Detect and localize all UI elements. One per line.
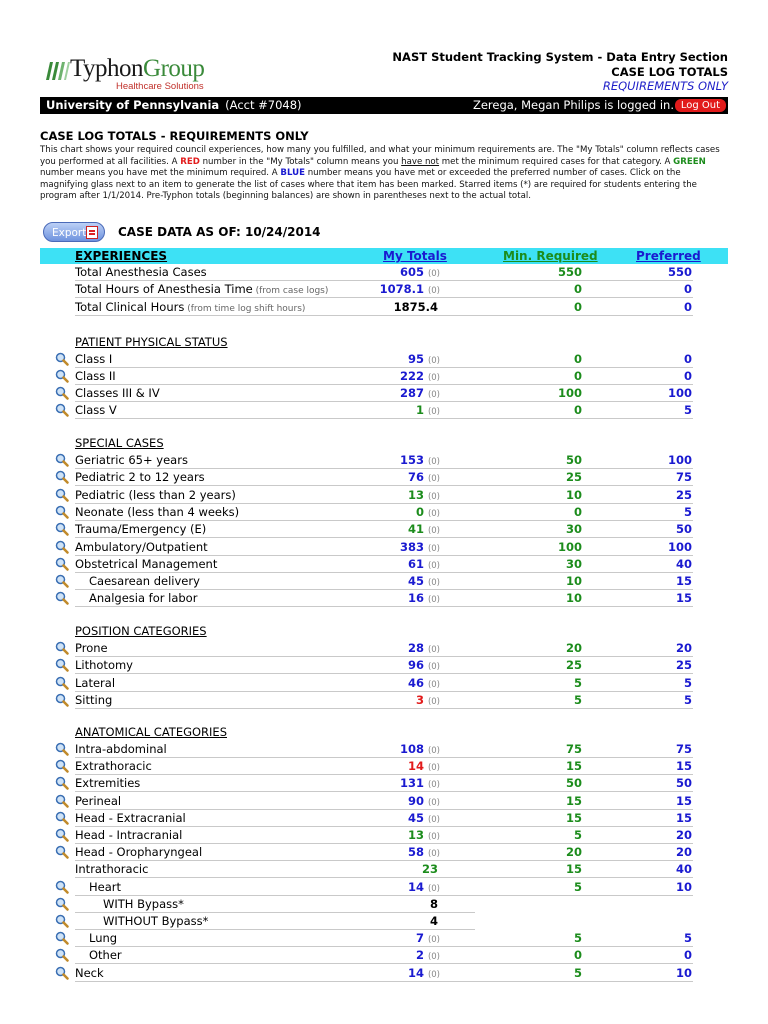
item-label[interactable]: Class V bbox=[75, 403, 117, 418]
pre-typhon-total: (0) bbox=[427, 645, 440, 655]
magnifying-glass-icon[interactable] bbox=[55, 453, 69, 467]
item-label[interactable]: Geriatric 65+ years bbox=[75, 453, 188, 467]
total-number: 90 bbox=[407, 793, 424, 808]
item-label[interactable]: Analgesia for labor bbox=[89, 591, 198, 606]
intro-text-4: number means you have met the minimum required. A bbox=[40, 168, 281, 179]
magnifying-glass-icon[interactable] bbox=[55, 386, 69, 400]
min-required-value: 15 bbox=[565, 862, 582, 877]
pre-typhon-total: (0) bbox=[427, 491, 440, 502]
preferred-value: 50 bbox=[675, 776, 692, 791]
total-number: 96 bbox=[407, 658, 424, 673]
total-number: 8 bbox=[429, 896, 438, 911]
intro-green-word: GREEN bbox=[673, 156, 706, 167]
item-label[interactable]: Caesarean delivery bbox=[89, 574, 200, 589]
preferred-value: 0 bbox=[683, 282, 692, 297]
pre-typhon-total: (0) bbox=[427, 526, 440, 537]
row-divider bbox=[75, 315, 693, 316]
item-label[interactable]: Perineal bbox=[75, 793, 122, 808]
pre-typhon-total: (0) bbox=[427, 508, 440, 519]
column-experiences: EXPERIENCES bbox=[75, 249, 168, 263]
item-label[interactable]: Classes III & IV bbox=[75, 386, 160, 401]
total-number: 13 bbox=[407, 487, 424, 502]
min-required-value: 25 bbox=[565, 470, 582, 485]
total-number: 383 bbox=[399, 539, 424, 554]
item-label[interactable]: WITHOUT Bypass* bbox=[103, 914, 209, 928]
system-title: NAST Student Tracking System - Data Entry Section bbox=[392, 50, 728, 64]
magnifying-glass-icon[interactable] bbox=[55, 505, 69, 519]
magnifying-glass-icon[interactable] bbox=[55, 897, 69, 911]
preferred-value: 20 bbox=[675, 845, 692, 860]
row-divider bbox=[75, 606, 693, 607]
pre-typhon-total: (0) bbox=[427, 407, 440, 418]
magnifying-glass-icon[interactable] bbox=[55, 880, 69, 894]
page-name: CASE LOG TOTALS bbox=[611, 64, 728, 79]
total-number: 605 bbox=[399, 265, 424, 279]
section-title: ANATOMICAL CATEGORIES bbox=[75, 725, 227, 739]
item-label[interactable]: Class II bbox=[75, 369, 116, 384]
intro-text-1: This chart shows your required council experiences, how many you fulfilled, and what your minimum requirements are. The "My Totals" column reflects cases you performed at all facilities. A bbox=[40, 145, 720, 167]
pre-typhon-total: (0) bbox=[427, 269, 440, 279]
total-number: 7 bbox=[415, 931, 424, 946]
magnifying-glass-icon[interactable] bbox=[55, 352, 69, 366]
pre-typhon-total: (0) bbox=[427, 679, 440, 690]
item-label[interactable]: Intrathoracic bbox=[75, 862, 149, 877]
row-divider bbox=[75, 708, 693, 709]
preferred-value: 10 bbox=[675, 965, 692, 980]
preferred-value: 10 bbox=[675, 879, 692, 894]
min-required-value: 5 bbox=[573, 879, 582, 894]
min-required-value: 0 bbox=[573, 403, 582, 418]
magnifying-glass-icon[interactable] bbox=[55, 676, 69, 690]
min-required-value: 5 bbox=[573, 828, 582, 842]
export-pdf-button[interactable] bbox=[43, 222, 105, 242]
total-number: 58 bbox=[407, 845, 424, 860]
magnifying-glass-icon[interactable] bbox=[55, 540, 69, 554]
preferred-value: 0 bbox=[683, 948, 692, 963]
total-number: 14 bbox=[407, 965, 424, 980]
total-number: 1875.4 bbox=[393, 299, 438, 314]
item-label[interactable]: Extremities bbox=[75, 776, 141, 791]
typhon-logo bbox=[40, 52, 210, 98]
label-text: Total Clinical Hours bbox=[75, 299, 185, 314]
preferred-value: 40 bbox=[675, 862, 692, 877]
min-required-value: 550 bbox=[557, 265, 582, 279]
preferred-value: 5 bbox=[683, 931, 692, 946]
pre-typhon-total: (0) bbox=[427, 935, 440, 946]
pre-typhon-total: (0) bbox=[427, 543, 440, 554]
pre-typhon-total: (0) bbox=[427, 883, 440, 894]
preferred-value: 50 bbox=[675, 522, 692, 537]
item-label[interactable]: Obstetrical Management bbox=[75, 556, 218, 571]
preferred-value: 15 bbox=[675, 759, 692, 774]
pre-typhon-total: (0) bbox=[427, 457, 440, 467]
total-number: 41 bbox=[407, 522, 424, 537]
min-required-value: 50 bbox=[565, 776, 582, 791]
preferred-value: 15 bbox=[675, 574, 692, 589]
university-label: University of Pennsylvania bbox=[46, 98, 220, 112]
min-required-value: 15 bbox=[565, 810, 582, 825]
column-my-totals[interactable]: My Totals bbox=[383, 249, 447, 263]
min-required-value: 25 bbox=[565, 658, 582, 673]
row-divider bbox=[75, 981, 693, 982]
magnifying-glass-icon[interactable] bbox=[55, 794, 69, 808]
item-label[interactable]: Trauma/Emergency (E) bbox=[75, 522, 207, 537]
magnifying-glass-icon[interactable] bbox=[55, 742, 69, 756]
case-data-as-of: CASE DATA AS OF: 10/24/2014 bbox=[118, 225, 321, 239]
item-label[interactable]: Lithotomy bbox=[75, 658, 133, 673]
min-required-value: 5 bbox=[573, 931, 582, 946]
total-number: 45 bbox=[407, 574, 424, 589]
preferred-value: 550 bbox=[667, 265, 692, 279]
magnifying-glass-icon[interactable] bbox=[55, 641, 69, 655]
requirements-only-label: REQUIREMENTS ONLY bbox=[602, 79, 728, 93]
preferred-value: 15 bbox=[675, 793, 692, 808]
min-required-value: 0 bbox=[573, 948, 582, 963]
min-required-value: 20 bbox=[565, 641, 582, 655]
total-number: 108 bbox=[399, 742, 424, 756]
min-required-value: 0 bbox=[573, 369, 582, 384]
min-required-value: 15 bbox=[565, 793, 582, 808]
total-number: 45 bbox=[407, 810, 424, 825]
preferred-value: 0 bbox=[683, 299, 692, 314]
item-label[interactable]: Head - Intracranial bbox=[75, 828, 183, 842]
min-required-value: 5 bbox=[573, 692, 582, 707]
pre-typhon-total: (0) bbox=[427, 595, 440, 606]
header-titles bbox=[392, 50, 728, 94]
magnifying-glass-icon[interactable] bbox=[55, 966, 69, 980]
pdf-icon bbox=[86, 226, 98, 239]
min-required-value: 0 bbox=[573, 299, 582, 314]
min-required-value: 10 bbox=[565, 487, 582, 502]
pre-typhon-total: (0) bbox=[427, 814, 440, 825]
magnifying-glass-icon[interactable] bbox=[55, 522, 69, 536]
magnifying-glass-icon[interactable] bbox=[55, 369, 69, 383]
pre-typhon-total: (0) bbox=[427, 746, 440, 756]
preferred-value: 5 bbox=[683, 675, 692, 690]
pre-typhon-total: (0) bbox=[427, 849, 440, 860]
min-required-value: 30 bbox=[565, 522, 582, 537]
magnifying-glass-icon[interactable] bbox=[55, 488, 69, 502]
intro-red-word: RED bbox=[180, 156, 200, 167]
item-label[interactable]: Head - Oropharyngeal bbox=[75, 845, 203, 860]
magnifying-glass-icon[interactable] bbox=[55, 557, 69, 571]
export-label: Export bbox=[52, 227, 87, 239]
pre-typhon-total: (0) bbox=[427, 662, 440, 673]
item-label[interactable]: Pediatric 2 to 12 years bbox=[75, 470, 205, 485]
magnifying-glass-icon[interactable] bbox=[55, 811, 69, 825]
total-number: 131 bbox=[399, 776, 424, 791]
logo-subtitle: Healthcare Solutions bbox=[116, 81, 204, 92]
item-label[interactable]: Class I bbox=[75, 352, 113, 366]
total-number: 61 bbox=[407, 556, 424, 571]
total-number: 16 bbox=[407, 591, 424, 606]
min-required-value: 0 bbox=[573, 504, 582, 519]
university-name bbox=[46, 97, 302, 114]
section-title: POSITION CATEGORIES bbox=[75, 624, 207, 638]
magnifying-glass-icon[interactable] bbox=[55, 658, 69, 672]
account-number: (Acct #7048) bbox=[225, 98, 302, 112]
item-label[interactable]: Neonate (less than 4 weeks) bbox=[75, 504, 240, 519]
pre-typhon-total: (0) bbox=[427, 696, 440, 707]
intro-blue-word: BLUE bbox=[280, 168, 305, 179]
label-text: Total Hours of Anesthesia Time bbox=[75, 282, 253, 297]
total-number: 153 bbox=[399, 453, 424, 467]
my-total-value bbox=[350, 896, 438, 912]
min-required-value: 50 bbox=[565, 453, 582, 467]
min-required-value: 30 bbox=[565, 556, 582, 571]
item-label[interactable]: Intra-abdominal bbox=[75, 742, 167, 756]
preferred-value: 15 bbox=[675, 591, 692, 606]
item-label[interactable]: Sitting bbox=[75, 692, 113, 707]
pre-typhon-total: (0) bbox=[427, 832, 440, 842]
intro-text-2: number in the "My Totals" column means you bbox=[199, 156, 402, 167]
min-required-value: 0 bbox=[573, 282, 582, 297]
account-bar bbox=[40, 97, 728, 114]
summary-row-label bbox=[75, 264, 207, 280]
pre-typhon-total: (0) bbox=[427, 797, 440, 808]
total-number: 14 bbox=[407, 759, 424, 774]
total-number: 1 bbox=[415, 403, 424, 418]
column-min-required[interactable]: Min. Required bbox=[503, 249, 598, 263]
my-total-value bbox=[350, 299, 438, 315]
preferred-value: 100 bbox=[667, 386, 692, 401]
label-note: (from time log shift hours) bbox=[184, 303, 306, 314]
min-required-value: 10 bbox=[565, 591, 582, 606]
item-label[interactable]: WITH Bypass* bbox=[103, 896, 184, 911]
pre-typhon-total: (0) bbox=[427, 969, 440, 980]
item-label[interactable]: Other bbox=[89, 948, 122, 963]
total-number: 76 bbox=[407, 470, 424, 485]
magnifying-glass-icon[interactable] bbox=[55, 845, 69, 859]
item-label[interactable]: Extrathoracic bbox=[75, 759, 152, 774]
min-required-value: 100 bbox=[557, 539, 582, 554]
total-number: 222 bbox=[399, 369, 424, 384]
pre-typhon-total: (0) bbox=[427, 373, 440, 384]
pre-typhon-total: (0) bbox=[427, 474, 440, 485]
page-title: CASE LOG TOTALS - REQUIREMENTS ONLY bbox=[40, 129, 309, 143]
preferred-value: 25 bbox=[675, 487, 692, 502]
total-number: 2 bbox=[415, 948, 424, 963]
pre-typhon-total: (0) bbox=[427, 356, 440, 366]
logo-text-group: Group bbox=[143, 55, 205, 82]
item-label[interactable]: Lateral bbox=[75, 675, 116, 690]
min-required-value: 10 bbox=[565, 574, 582, 589]
min-required-value: 15 bbox=[565, 759, 582, 774]
pre-typhon-total: (0) bbox=[427, 390, 440, 401]
pre-typhon-total: (0) bbox=[427, 763, 440, 774]
item-label[interactable]: Heart bbox=[89, 879, 122, 894]
item-label[interactable]: Head - Extracranial bbox=[75, 810, 186, 825]
intro-have-not: have not bbox=[401, 156, 440, 167]
min-required-value: 75 bbox=[565, 742, 582, 756]
intro-text-5: number means you have met or exceeded the preferred number of cases. Click on the magnifying glass next to an item to generate the list of cases where that item has been marked. Starred items (*) are required for students entering the program after 1/1/2014. Pre-Typhon totals (beginning balances) are shown in parentheses next to the actual total. bbox=[40, 168, 697, 202]
preferred-value: 100 bbox=[667, 453, 692, 467]
pre-typhon-total: (0) bbox=[427, 286, 440, 297]
label-note: (from case logs) bbox=[252, 286, 329, 297]
total-number: 4 bbox=[429, 914, 438, 928]
logout-button[interactable]: Log Out bbox=[675, 99, 726, 112]
preferred-value: 40 bbox=[675, 556, 692, 571]
label-text: Total Anesthesia Cases bbox=[75, 265, 207, 279]
column-preferred[interactable]: Preferred bbox=[636, 249, 701, 263]
total-number: 0 bbox=[415, 504, 424, 519]
total-number: 287 bbox=[399, 386, 424, 401]
preferred-value: 25 bbox=[675, 658, 692, 673]
preferred-value: 15 bbox=[675, 810, 692, 825]
magnifying-glass-icon[interactable] bbox=[55, 693, 69, 707]
min-required-value: 0 bbox=[573, 352, 582, 366]
pre-typhon-total: (0) bbox=[427, 578, 440, 589]
total-number: 1078.1 bbox=[379, 282, 424, 297]
preferred-value: 20 bbox=[675, 641, 692, 655]
magnifying-glass-icon[interactable] bbox=[55, 931, 69, 945]
preferred-value: 5 bbox=[683, 692, 692, 707]
magnifying-glass-icon[interactable] bbox=[55, 591, 69, 605]
total-number: 28 bbox=[407, 641, 424, 655]
intro-description bbox=[40, 145, 730, 203]
section-title: PATIENT PHYSICAL STATUS bbox=[75, 335, 228, 349]
magnifying-glass-icon[interactable] bbox=[55, 914, 69, 928]
login-status: Zerega, Megan Philips is logged in. bbox=[472, 98, 674, 112]
magnifying-glass-icon[interactable] bbox=[55, 828, 69, 842]
preferred-value: 0 bbox=[683, 369, 692, 384]
my-total-value bbox=[350, 913, 438, 929]
intro-text-3: met the minimum required cases for that category. A bbox=[439, 156, 674, 167]
min-required-value: 100 bbox=[557, 386, 582, 401]
min-required-value: 20 bbox=[565, 845, 582, 860]
section-title: SPECIAL CASES bbox=[75, 436, 164, 450]
preferred-value: 100 bbox=[667, 539, 692, 554]
preferred-value: 5 bbox=[683, 403, 692, 418]
magnifying-glass-icon[interactable] bbox=[55, 574, 69, 588]
total-number: 23 bbox=[421, 862, 438, 877]
total-number: 3 bbox=[415, 692, 424, 707]
magnifying-glass-icon[interactable] bbox=[55, 403, 69, 417]
magnifying-glass-icon[interactable] bbox=[55, 759, 69, 773]
my-total-value bbox=[350, 861, 438, 877]
pre-typhon-total: (0) bbox=[427, 780, 440, 791]
preferred-value: 75 bbox=[675, 742, 692, 756]
total-number: 14 bbox=[407, 879, 424, 894]
total-number: 46 bbox=[407, 675, 424, 690]
item-label[interactable]: Prone bbox=[75, 641, 108, 655]
min-required-value: 5 bbox=[573, 965, 582, 980]
logo-mark-icon bbox=[44, 60, 70, 82]
preferred-value: 20 bbox=[675, 828, 692, 842]
pre-typhon-total: (0) bbox=[427, 560, 440, 571]
preferred-value: 5 bbox=[683, 504, 692, 519]
magnifying-glass-icon[interactable] bbox=[55, 948, 69, 962]
total-number: 13 bbox=[407, 828, 424, 842]
item-label[interactable]: Lung bbox=[89, 931, 118, 946]
item-label[interactable]: Ambulatory/Outpatient bbox=[75, 539, 208, 554]
magnifying-glass-icon[interactable] bbox=[55, 776, 69, 790]
item-label[interactable]: Neck bbox=[75, 965, 104, 980]
magnifying-glass-icon[interactable] bbox=[55, 470, 69, 484]
total-number: 95 bbox=[407, 352, 424, 366]
item-label[interactable]: Pediatric (less than 2 years) bbox=[75, 487, 236, 502]
logo-text-main: Typhon bbox=[70, 55, 144, 82]
min-required-value: 5 bbox=[573, 675, 582, 690]
preferred-value: 75 bbox=[675, 470, 692, 485]
row-divider bbox=[75, 418, 693, 419]
pre-typhon-total: (0) bbox=[427, 952, 440, 963]
preferred-value: 0 bbox=[683, 352, 692, 366]
